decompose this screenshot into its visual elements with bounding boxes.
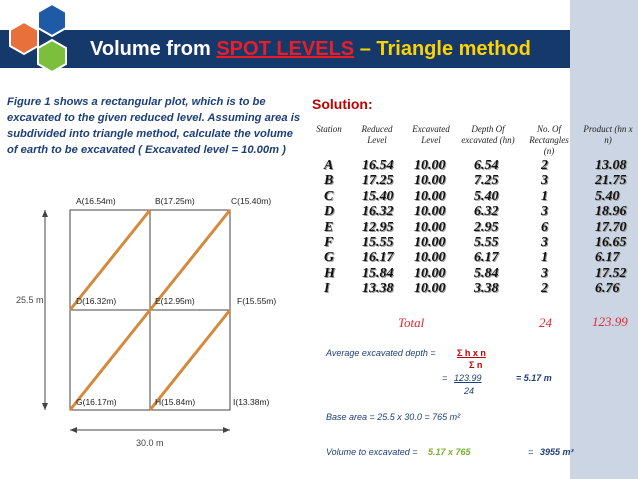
table-cell: 16.54 xyxy=(362,158,394,173)
col-reduced-level xyxy=(362,158,394,297)
table-cell: G xyxy=(324,250,335,266)
hexagon-logo-icon xyxy=(0,0,90,80)
header-station: Station xyxy=(316,124,342,134)
diagonal-FH xyxy=(150,310,230,410)
hexagon-orange-icon xyxy=(10,22,38,54)
table-cell: 2 xyxy=(541,281,548,297)
total-rectangles: 24 xyxy=(539,315,552,330)
table-cell: 10.00 xyxy=(414,219,446,235)
table-cell: 3 xyxy=(541,173,548,189)
point-G-label: G(16.17m) xyxy=(76,397,117,407)
header-rectangles: No. Of Rectangles (n) xyxy=(529,124,569,156)
table-cell: 6.32 xyxy=(474,204,499,220)
point-C-label: C(15.40m) xyxy=(231,196,272,206)
table-cell: D xyxy=(324,204,335,220)
height-dimension-label: 25.5 m xyxy=(16,295,44,305)
point-D-label: D(16.32m) xyxy=(76,296,117,306)
table-cell: 6.54 xyxy=(474,158,499,173)
table-cell: 1 xyxy=(541,250,548,266)
table-cell: 5.55 xyxy=(474,235,499,251)
table-cell: 10.00 xyxy=(414,204,446,220)
total-product: 123.99 xyxy=(592,314,628,329)
table-cell: 3 xyxy=(541,235,548,251)
title-prefix: Volume from xyxy=(90,38,211,60)
avg-formula-numerator: Σ h x n xyxy=(457,348,486,358)
point-H-label: H(15.84m) xyxy=(155,397,196,407)
avg-depth-numerator xyxy=(457,348,486,358)
point-A-label: A(16.54m) xyxy=(76,196,116,206)
table-cell: 12.95 xyxy=(362,219,394,235)
table-cell: A xyxy=(324,158,334,173)
table-cell: 13.38 xyxy=(362,281,394,297)
volume-result: 3955 m³ xyxy=(540,447,574,457)
table-cell: 10.00 xyxy=(414,158,446,173)
diagonal-BD xyxy=(70,210,150,310)
table-cell: 17.70 xyxy=(595,219,627,235)
col-station xyxy=(324,158,335,297)
table-cell: 6.17 xyxy=(474,250,499,266)
col-excavated-level xyxy=(414,158,446,297)
base-area: Base area = 25.5 x 30.0 = 765 m² xyxy=(326,412,461,422)
volume-eq-sign: = xyxy=(528,447,534,457)
table-cell: 10.00 xyxy=(414,265,446,281)
table-cell: 5.40 xyxy=(474,188,499,204)
title-suffix: – Triangle method xyxy=(359,38,531,60)
table-cell: 3.38 xyxy=(474,281,499,297)
table-cell: 15.55 xyxy=(362,235,394,251)
avg-depth-denominator xyxy=(469,360,482,370)
hexagon-blue-icon xyxy=(38,4,66,36)
table-cell: 16.17 xyxy=(362,250,394,266)
col-product xyxy=(595,158,627,297)
table-cell: 17.25 xyxy=(362,173,394,189)
point-F-label: F(15.55m) xyxy=(237,296,277,306)
table-cell: 10.00 xyxy=(414,188,446,204)
table-cell: 13.08 xyxy=(595,158,627,173)
solution-title: Solution: xyxy=(312,96,373,112)
table-cell: 6.76 xyxy=(595,281,620,297)
arrow-up-icon xyxy=(42,210,48,217)
avg-result: = 5.17 m xyxy=(516,373,552,383)
total-label: Total xyxy=(398,315,425,330)
table-cell: 3 xyxy=(541,204,548,220)
table-cell: 10.00 xyxy=(414,250,446,266)
col-rectangles xyxy=(541,158,548,297)
col-depth xyxy=(474,158,499,297)
header-reduced-level: Reduced Level xyxy=(361,124,393,145)
hexagon-green-icon xyxy=(38,40,66,72)
table-cell: E xyxy=(324,219,334,235)
volume-expression: 5.17 x 765 xyxy=(428,447,471,457)
table-cell: 16.65 xyxy=(595,235,627,251)
avg-value-denominator: 24 xyxy=(464,386,475,396)
table-cell: 10.00 xyxy=(414,235,446,251)
avg-value-numerator: 123.99 xyxy=(454,373,482,383)
avg-eq-sign: = xyxy=(442,373,448,383)
problem-statement: Figure 1 shows a rectangular plot, which is to be excavated to the given reduced level. Assuming area is subdivided into triangle method, calculate the volume of earth to be excavated ( Excavated level = 10.00m ) xyxy=(7,96,301,156)
header-depth: Depth Of excavated (hn) xyxy=(461,124,515,145)
table-cell: 2.95 xyxy=(474,219,499,235)
table-cell: 1 xyxy=(541,188,548,204)
table-cell: 15.40 xyxy=(362,188,394,204)
table-cell: 3 xyxy=(541,265,548,281)
table-cell: 10.00 xyxy=(414,281,446,297)
table-cell: F xyxy=(324,235,334,251)
table-cell: 16.32 xyxy=(362,204,394,220)
table-cell: 6.17 xyxy=(595,250,620,266)
table-cell: 5.40 xyxy=(595,188,620,204)
volume-expression-wrap xyxy=(428,447,471,457)
arrow-right-icon xyxy=(223,427,230,433)
title-highlight: SPOT LEVELS xyxy=(216,38,355,60)
width-dimension-label: 30.0 m xyxy=(136,438,164,448)
page-title xyxy=(90,33,531,65)
avg-depth-label: Average excavated depth = xyxy=(326,348,436,358)
point-I-label: I(13.38m) xyxy=(233,397,270,407)
table-cell: 10.00 xyxy=(414,173,446,189)
point-E-label: E(12.95m) xyxy=(155,296,195,306)
table-cell: 15.84 xyxy=(362,265,394,281)
point-B-label: B(17.25m) xyxy=(155,196,195,206)
table-cell: 17.52 xyxy=(595,265,627,281)
table-cell: 5.84 xyxy=(474,265,499,281)
table-cell: B xyxy=(324,173,334,189)
diagonal-EG xyxy=(70,310,150,410)
table-cell: 18.96 xyxy=(595,204,627,220)
header-excavated-level: Excavated Level xyxy=(412,124,450,145)
table-cell: 7.25 xyxy=(474,173,499,189)
table-cell: 21.75 xyxy=(595,173,627,189)
table-cell: 6 xyxy=(541,219,548,235)
header-product: Product (hn x n) xyxy=(583,124,633,145)
avg-formula-denominator: Σ n xyxy=(469,360,483,370)
diagonal-CE xyxy=(150,210,230,310)
arrow-left-icon xyxy=(70,427,77,433)
volume-label: Volume to excavated = xyxy=(326,447,418,457)
table-cell: C xyxy=(324,188,334,204)
table-cell: H xyxy=(324,265,335,281)
table-cell: 2 xyxy=(541,158,548,173)
table-cell: I xyxy=(324,281,330,297)
plot-diagram xyxy=(0,190,310,460)
arrow-down-icon xyxy=(42,403,48,410)
